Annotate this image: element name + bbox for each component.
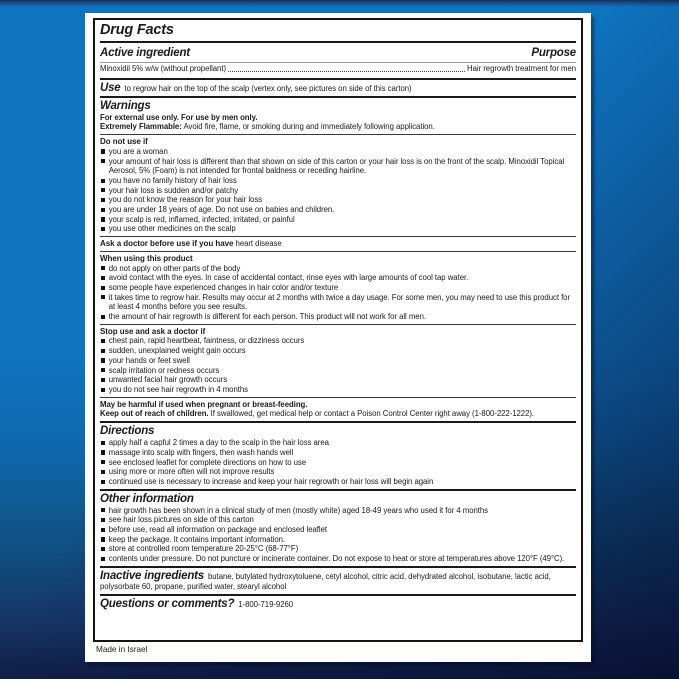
bullet-text: apply half a capful 2 times a day to the scalp in the hair loss area: [108, 438, 329, 448]
warnings-heading: Warnings: [100, 99, 151, 112]
bullet-square-icon: [101, 480, 105, 484]
other-information-list: [100, 506, 576, 564]
list-item: [100, 375, 576, 385]
bullet-square-icon: [101, 149, 105, 153]
warnings-section: [100, 96, 576, 134]
made-in-label: Made in Israel: [96, 645, 148, 654]
bullet-square-icon: [101, 208, 105, 212]
bullet-square-icon: [101, 450, 105, 454]
bullet-text: massage into scalp with fingers, then wash hands well: [108, 447, 294, 457]
bullet-text: avoid contact with the eyes. In case of accidental contact, rinse eyes with large amounts of cool tap water.: [108, 273, 469, 283]
other-information-section: [100, 489, 576, 566]
title-section: [100, 20, 576, 41]
list-item: [100, 147, 576, 157]
keep-out-line: [100, 409, 576, 419]
bullet-square-icon: [101, 508, 105, 512]
list-item: [100, 283, 576, 293]
bullet-square-icon: [101, 460, 105, 464]
bullet-square-icon: [101, 441, 105, 445]
drug-facts-title: Drug Facts: [100, 22, 174, 38]
drug-facts-box: [93, 18, 583, 642]
bullet-text: using more or more often will not improve results: [108, 467, 275, 477]
keep-out-bold: Keep out of reach of children.: [100, 409, 209, 419]
list-item: [100, 366, 576, 376]
bullet-square-icon: [101, 537, 105, 541]
keep-out-text: If swallowed, get medical help or contact a Poison Control Center right away (1-800-222-1222).: [210, 409, 535, 419]
when-using-list: [100, 264, 576, 322]
active-ingredient-heading: Active ingredient: [100, 47, 190, 59]
bullet-square-icon: [101, 198, 105, 202]
bullet-square-icon: [101, 159, 105, 163]
bullet-square-icon: [101, 295, 105, 299]
list-item: [100, 157, 576, 176]
questions-phone: 1-800-719-9260: [238, 599, 294, 609]
pregnant-line: May be harmful if used when pregnant or breast-feeding.: [100, 399, 308, 409]
bullet-square-icon: [101, 188, 105, 192]
bullet-text: your amount of hair loss is different than that shown on side of this carton or your hair loss is on the front of the scalp. Minoxidil Topical Aerosol, 5% (Foam) is not intended for frontal baldness or receding hairline.: [108, 156, 565, 176]
list-item: [100, 224, 576, 234]
inactive-ingredients-heading: Inactive ingredients: [100, 569, 205, 582]
bullet-square-icon: [101, 339, 105, 343]
list-item: [100, 215, 576, 225]
do-not-use-section: [100, 134, 576, 236]
bullet-square-icon: [101, 179, 105, 183]
list-item: [100, 554, 576, 564]
warnings-external-line: For external use only. For use by men only.: [100, 112, 258, 122]
list-item: [100, 312, 576, 322]
stop-use-section: [100, 324, 576, 397]
bullet-square-icon: [101, 286, 105, 290]
bullet-text: see enclosed leaflet for complete directions on how to use: [108, 457, 307, 467]
flammable-text: Avoid fire, flame, or smoking during and immediately following application.: [183, 122, 435, 132]
list-item: [100, 176, 576, 186]
bullet-square-icon: [101, 217, 105, 221]
directions-heading: Directions: [100, 425, 155, 438]
list-item: [100, 273, 576, 283]
bullet-square-icon: [101, 315, 105, 319]
flammable-label: Extremely Flammable:: [100, 122, 182, 132]
bullet-text: do not apply on other parts of the body: [108, 263, 241, 273]
list-item: [100, 438, 576, 448]
other-information-heading: Other information: [100, 492, 194, 505]
ask-doctor-section: [100, 236, 576, 251]
bullet-text: you are under 18 years of age. Do not use on babies and children.: [108, 205, 335, 215]
bullet-square-icon: [101, 528, 105, 532]
list-item: [100, 186, 576, 196]
bullet-square-icon: [101, 368, 105, 372]
questions-section: [100, 594, 576, 612]
use-text: to regrow hair on the top of the scalp (vertex only, see pictures on side of this carton): [124, 83, 412, 93]
bullet-text: keep the package. It contains important information.: [108, 534, 286, 544]
bullet-square-icon: [101, 266, 105, 270]
list-item: [100, 458, 576, 468]
active-ingredient-purpose: Hair regrowth treatment for men: [467, 64, 576, 73]
ask-doctor-bold: Ask a doctor before use if you have: [100, 239, 234, 249]
list-item: [100, 467, 576, 477]
list-item: [100, 525, 576, 535]
bullet-text: your scalp is red, inflamed, infected, irritated, or painful: [108, 214, 295, 224]
do-not-use-list: [100, 147, 576, 234]
list-item: [100, 506, 576, 516]
bullet-square-icon: [101, 557, 105, 561]
bullet-text: your hair loss is sudden and/or patchy: [108, 185, 239, 195]
bullet-text: hair growth has been shown in a clinical study of men (mostly white) aged 18-49 years who used it for 4 months: [108, 505, 489, 515]
inactive-ingredients-text: butane, butylated hydroxytoluene, cetyl alcohol, citric acid, dehydrated alcohol, isobutane, lactic acid, polysorbate 60, propane, purified water, stearyl alcohol: [100, 571, 551, 591]
bullet-text: sudden, unexplained weight gain occurs: [108, 346, 246, 356]
inactive-ingredients-section: [100, 566, 576, 594]
bullet-text: you do not see hair regrowth in 4 months: [108, 384, 248, 394]
list-item: [100, 535, 576, 545]
bullet-square-icon: [101, 358, 105, 362]
when-using-section: [100, 251, 576, 324]
bullet-text: continued use is necessary to increase and keep your hair regrowth or hair loss will begin again: [108, 476, 434, 486]
bullet-text: you have no family history of hair loss: [108, 175, 237, 185]
bullet-square-icon: [101, 227, 105, 231]
bullet-text: unwanted facial hair growth occurs: [108, 375, 228, 385]
bullet-text: contents under pressure. Do not puncture or incinerate container. Do not expose to heat or store at temperatures above 120°F (49°C).: [108, 554, 565, 564]
use-heading: Use: [100, 81, 121, 94]
list-item: [100, 205, 576, 215]
bullet-text: some people have experienced changes in hair color and/or texture: [108, 282, 339, 292]
bullet-text: you are a woman: [108, 146, 168, 156]
bullet-square-icon: [101, 388, 105, 392]
list-item: [100, 477, 576, 487]
list-item: [100, 356, 576, 366]
list-item: [100, 264, 576, 274]
stop-use-heading: Stop use and ask a doctor if: [100, 326, 206, 336]
bullet-text: the amount of hair regrowth is different for each person. This product will not work for all men.: [108, 312, 426, 322]
list-item: [100, 195, 576, 205]
active-ingredient-name: Minoxidil 5% w/w (without propellant): [100, 64, 226, 73]
dotted-leader: [228, 71, 465, 72]
ask-doctor-text: heart disease: [235, 239, 282, 249]
stop-use-list: [100, 336, 576, 394]
keep-out-section: [100, 397, 576, 421]
list-item: [100, 448, 576, 458]
bullet-square-icon: [101, 349, 105, 353]
list-item: [100, 544, 576, 554]
bullet-square-icon: [101, 470, 105, 474]
bullet-square-icon: [101, 547, 105, 551]
bullet-text: store at controlled room temperature 20-25°C (68-77°F): [108, 544, 299, 554]
thin-divider: [100, 62, 576, 63]
bullet-square-icon: [101, 276, 105, 280]
bullet-text: before use, read all information on package and enclosed leaflet: [108, 525, 327, 535]
questions-heading: Questions or comments?: [100, 597, 235, 610]
do-not-use-heading: Do not use if: [100, 137, 148, 147]
bullet-text: your hands or feet swell: [108, 355, 190, 365]
bullet-text: chest pain, rapid heartbeat, faintness, or dizziness occurs: [108, 336, 305, 346]
purpose-heading: Purpose: [531, 47, 576, 59]
bullet-square-icon: [101, 518, 105, 522]
directions-list: [100, 438, 576, 487]
list-item: [100, 346, 576, 356]
bullet-square-icon: [101, 378, 105, 382]
bullet-text: see hair loss pictures on side of this carton: [108, 515, 254, 525]
when-using-heading: When using this product: [100, 253, 193, 263]
list-item: [100, 385, 576, 395]
warnings-flammable-line: [100, 122, 576, 132]
use-section: [100, 78, 576, 96]
directions-section: [100, 421, 576, 489]
active-ingredient-section: [100, 41, 576, 78]
active-ingredient-row: [100, 64, 576, 76]
bullet-text: scalp irritation or redness occurs: [108, 365, 220, 375]
list-item: [100, 336, 576, 346]
drug-facts-card: [85, 13, 591, 662]
bullet-text: you do not know the reason for your hair loss: [108, 195, 263, 205]
list-item: [100, 515, 576, 525]
list-item: [100, 293, 576, 312]
bullet-text: you use other medicines on the scalp: [108, 224, 236, 234]
active-ingredient-headrow: [100, 45, 576, 61]
bullet-text: it takes time to regrow hair. Results may occur at 2 months with twice a day usage. For some men, you may need to use this product for at least 4 months before you see results.: [108, 292, 571, 312]
